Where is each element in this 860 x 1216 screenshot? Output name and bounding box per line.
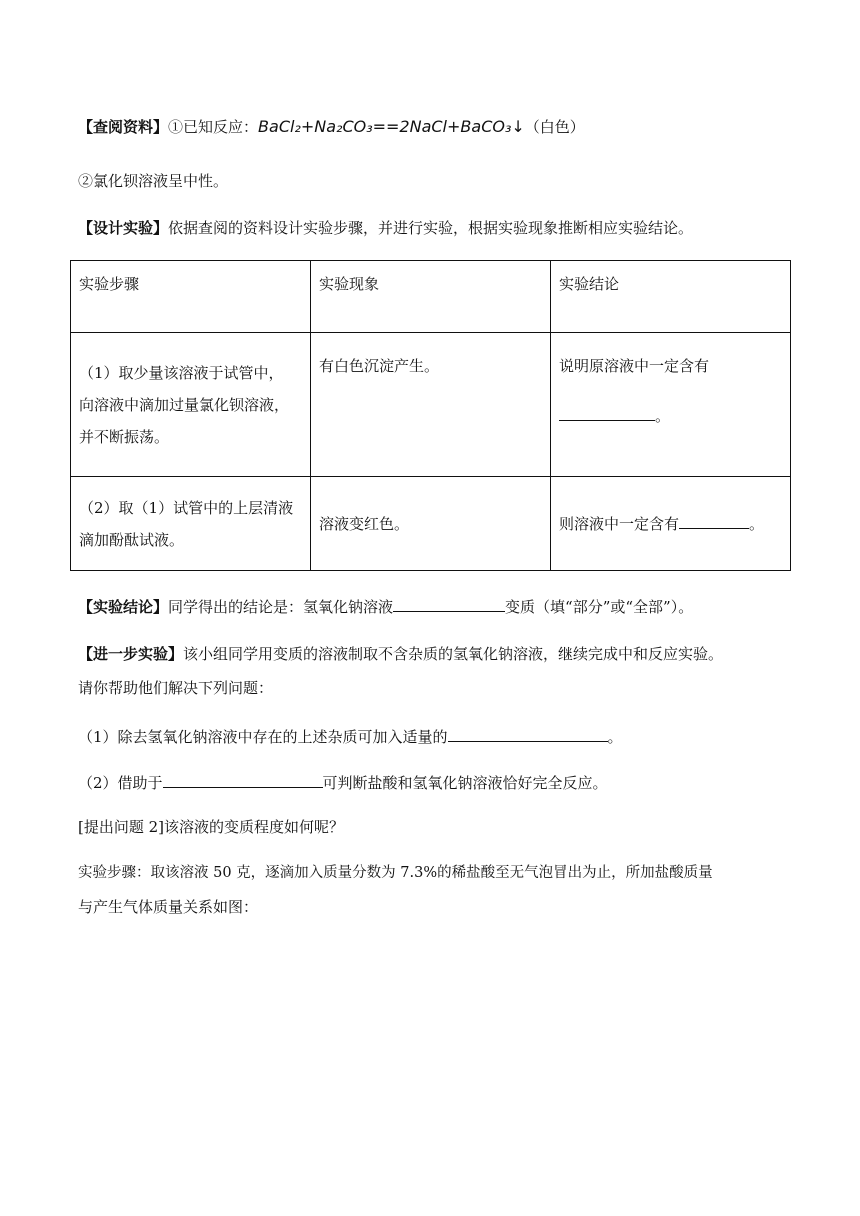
- question-2-heading: [提出问题 2]该溶液的变质程度如何呢？: [78, 818, 345, 836]
- row2-step: [71, 477, 311, 571]
- further-paragraph: [78, 643, 723, 665]
- header-phenomenon: 实验现象: [311, 261, 551, 333]
- row1-step-line: 向溶液中滴加过量氯化钡溶液，: [79, 395, 290, 414]
- header-step: 实验步骤: [71, 261, 311, 333]
- answer-blank[interactable]: [559, 404, 655, 421]
- question-1: [78, 725, 623, 748]
- answer-blank[interactable]: [448, 725, 608, 742]
- question-2-tail: 可判断盐酸和氢氧化钠溶液恰好完全反应。: [322, 774, 608, 792]
- row2-conclusion: [551, 477, 791, 571]
- row2-step-line: （2）取（1）试管中的上层清液: [79, 498, 294, 517]
- row2-conclusion-lead: 则溶液中一定含有: [559, 514, 680, 533]
- row2-conclusion-tail: 。: [749, 514, 765, 533]
- conclusion-paragraph: [78, 595, 693, 618]
- row2-step-line: 滴加酚酞试液。: [79, 530, 185, 549]
- procedure-line2: 与产生气体质量关系如图：: [78, 898, 259, 916]
- table-row: [71, 333, 791, 477]
- question-1-tail: 。: [607, 728, 623, 746]
- reaction-formula: BaCl₂+Na₂CO₃==2NaCl+BaCO₃↓: [258, 117, 525, 136]
- row1-conclusion-tail: 。: [655, 407, 671, 425]
- procedure-line1: 实验步骤：取该溶液 50 克，逐滴加入质量分数为 7.3%的稀盐酸至无气泡冒出为止，所加盐酸质量: [78, 865, 713, 881]
- header-conclusion: 实验结论: [551, 261, 791, 333]
- reference-heading: 【查阅资料】: [78, 118, 169, 136]
- design-text: 依据查阅的资料设计实验步骤，并进行实验，根据实验现象推断相应实验结论。: [168, 219, 694, 237]
- row1-step-line: （1）取少量该溶液于试管中，: [79, 363, 284, 382]
- further-heading: 【进一步实验】: [78, 645, 184, 663]
- table-row: [71, 477, 791, 571]
- answer-blank[interactable]: [679, 512, 749, 529]
- question-2-lead: （2）借助于: [78, 774, 163, 792]
- experiment-table: [70, 260, 791, 571]
- conclusion-heading: 【实验结论】: [78, 598, 169, 616]
- design-paragraph: [78, 217, 693, 239]
- reference-lead: ①已知反应：: [168, 118, 259, 136]
- question-2: [78, 771, 608, 794]
- answer-blank[interactable]: [163, 771, 323, 788]
- further-line1: 该小组同学用变质的溶液制取不含杂质的氢氧化钠溶液，继续完成中和反应实验。: [183, 645, 724, 663]
- reference-tail: （白色）: [524, 118, 585, 136]
- question-1-lead: （1）除去氢氧化钠溶液中存在的上述杂质可加入适量的: [78, 728, 448, 746]
- design-heading: 【设计实验】: [78, 219, 169, 237]
- row2-phenomenon: 溶液变红色。: [311, 477, 551, 571]
- conclusion-tail: 变质（填“部分”或“全部”）。: [505, 598, 694, 616]
- conclusion-lead: 同学得出的结论是：氢氧化钠溶液: [168, 598, 394, 616]
- table-header-row: [71, 261, 791, 333]
- row1-conclusion: [551, 333, 791, 477]
- reference-paragraph: [78, 116, 585, 138]
- row1-phenomenon: 有白色沉淀产生。: [311, 333, 551, 477]
- further-line2: 请你帮助他们解决下列问题：: [78, 679, 274, 697]
- answer-blank[interactable]: [393, 595, 505, 612]
- row1-conclusion-lead: 说明原溶液中一定含有: [559, 357, 710, 375]
- row1-step: [71, 333, 311, 477]
- row1-step-line: 并不断振荡。: [79, 427, 170, 446]
- neutral-note: ②氯化钡溶液呈中性。: [78, 172, 229, 190]
